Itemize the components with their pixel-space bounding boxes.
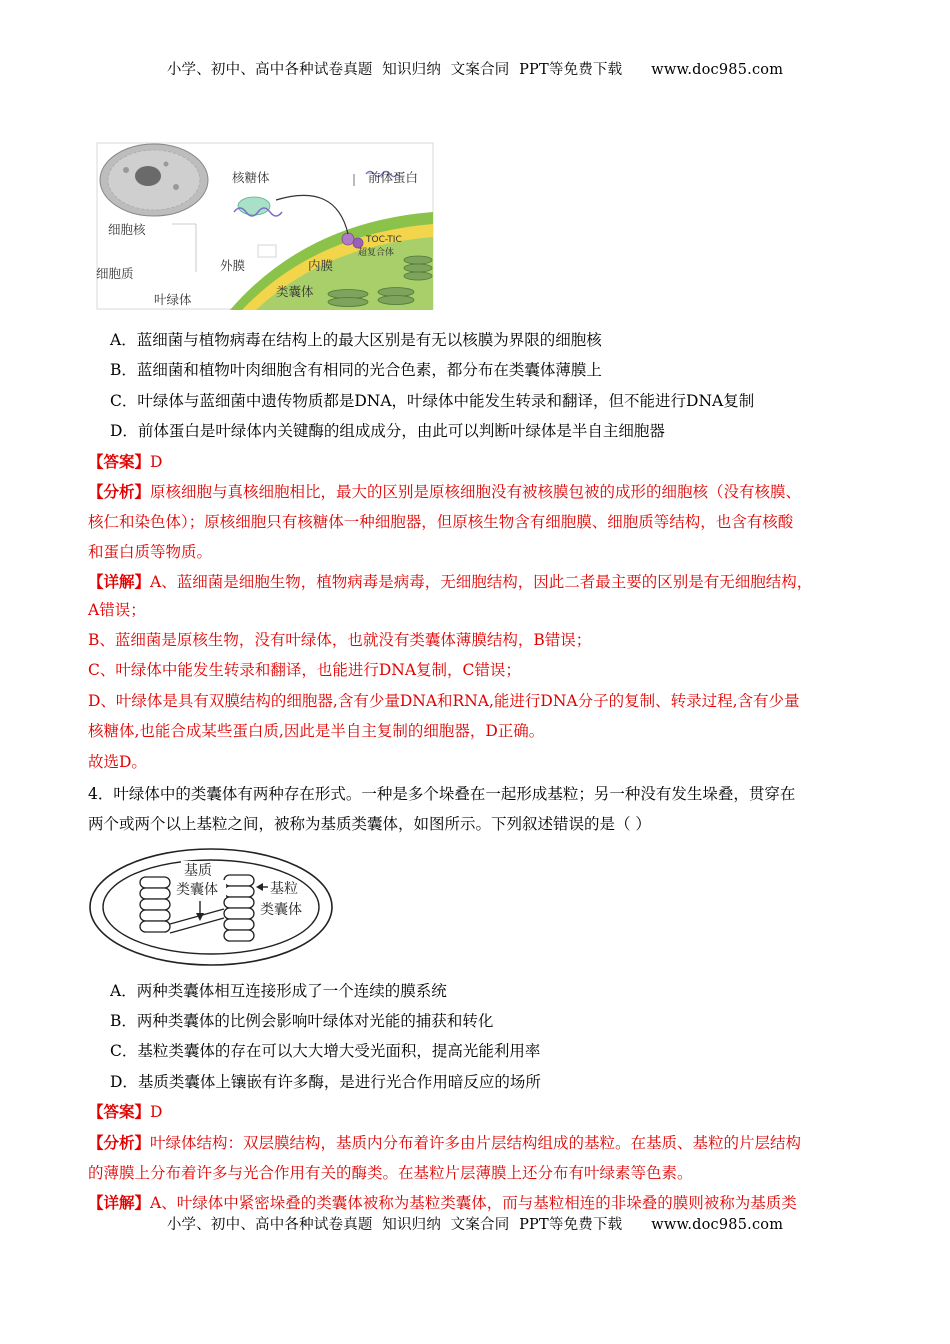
label-inner-membrane: 内膜	[308, 258, 334, 273]
q4-analysis-line-1: 【分析】叶绿体结构：双层膜结构，基质内分布着许多由片层结构组成的基粒。在基质、基粒的片层结构	[88, 1133, 802, 1152]
q3-detail-line-6: 核糖体,也能合成某些蛋白质,因此是半自主复制的细胞器，D正确。	[88, 722, 545, 740]
q3-option-a: A．蓝细菌与植物病毒在结构上的最大区别是有无以核膜为界限的细胞核	[110, 331, 602, 349]
label-nucleus: 细胞核	[108, 222, 146, 237]
page-footer: 小学、初中、高中各种试卷真题 知识归纳 文案合同 PPT等免费下载 www.doc985.com	[166, 1217, 784, 1233]
label-supercomplex: 超复合体	[358, 248, 395, 258]
q3-detail-line-3: B、蓝细菌是原核生物，没有叶绿体，也就没有类囊体薄膜结构，B错误；	[88, 631, 592, 649]
label-stroma-2: 类囊体	[176, 882, 218, 898]
q3-analysis-line-2: 核仁和染色体）；原核细胞只有核糖体一种细胞器，但原核生物含有细胞膜、细胞质等结构，也含有核酸	[88, 513, 794, 531]
q4-analysis-line-2: 的薄膜上分布着许多与光合作用有关的酶类。在基粒片层薄膜上还分布有叶绿素等色素。	[88, 1164, 693, 1182]
q3-option-c: C．叶绿体与蓝细菌中遗传物质都是DNA，叶绿体中能发生转录和翻译，但不能进行DNA复制	[110, 392, 755, 410]
q3-detail-line-7: 故选D。	[88, 753, 147, 771]
q3-option-b: B．蓝细菌和植物叶肉细胞含有相同的光合色素，都分布在类囊体薄膜上	[110, 361, 602, 379]
page-header: 小学、初中、高中各种试卷真题 知识归纳 文案合同 PPT等免费下载 www.doc985.com	[166, 62, 784, 78]
q4-answer: 【答案】D	[88, 1102, 163, 1121]
nucleus-drawing	[100, 144, 208, 216]
q4-detail-line-1: 【详解】A、叶绿体中紧密垛叠的类囊体被称为基粒类囊体，而与基粒相连的非垛叠的膜则被称为基质类	[88, 1193, 797, 1212]
q4-stem-line-2: 两个或两个以上基粒之间，被称为基质类囊体，如图所示。下列叙述错误的是（ ）	[88, 815, 651, 833]
q3-detail-line-4: C、叶绿体中能发生转录和翻译，也能进行DNA复制，C错误；	[88, 661, 521, 679]
label-grana-2: 类囊体	[260, 902, 302, 918]
label-ribosome: 核糖体	[232, 170, 270, 185]
label-chloroplast: 叶绿体	[154, 292, 192, 307]
label-stroma-1: 基质	[184, 863, 212, 879]
q3-detail-line-1: 【详解】A、蓝细菌是细胞生物，植物病毒是病毒，无细胞结构，因此二者最主要的区别是有无细胞结构，	[88, 572, 813, 591]
q4-option-d: D．基质类囊体上镶嵌有许多酶，是进行光合作用暗反应的场所	[110, 1073, 541, 1091]
label-thylakoid: 类囊体	[276, 284, 314, 299]
q3-detail-line-5: D、叶绿体是具有双膜结构的细胞器,含有少量DNA和RNA,能进行DNA分子的复制、转录过程,含有少量	[88, 692, 800, 710]
label-toc-tic: TOC-TIC	[366, 235, 402, 245]
label-precursor: 前体蛋白	[368, 170, 419, 185]
q4-option-c: C．基粒类囊体的存在可以大大增大受光面积，提高光能利用率	[110, 1042, 541, 1060]
q4-stem-line-1: 4．叶绿体中的类囊体有两种存在形式。一种是多个垛叠在一起形成基粒；另一种没有发生垛叠，贯穿在	[88, 785, 796, 803]
label-outer-membrane: 外膜	[220, 258, 246, 273]
q3-analysis-line-3: 和蛋白质等物质。	[88, 543, 213, 561]
q3-analysis-line-1: 【分析】原核细胞与真核细胞相比，最大的区别是原核细胞没有被核膜包被的成形的细胞核（没有核膜、	[88, 482, 802, 501]
q4-option-b: B．两种类囊体的比例会影响叶绿体对光能的捕获和转化	[110, 1012, 494, 1030]
q3-option-d: D．前体蛋白是叶绿体内关键酶的组成成分，由此可以判断叶绿体是半自主细胞器	[110, 422, 665, 440]
thylakoid-figure	[88, 847, 338, 967]
chloroplast-import-figure	[96, 142, 434, 310]
label-cytoplasm: 细胞质	[96, 266, 134, 281]
q3-detail-line-2: A错误；	[88, 601, 146, 619]
label-grana-1: 基粒	[270, 881, 298, 897]
q4-option-a: A．两种类囊体相互连接形成了一个连续的膜系统	[110, 982, 447, 1000]
q3-answer: 【答案】D	[88, 452, 163, 471]
